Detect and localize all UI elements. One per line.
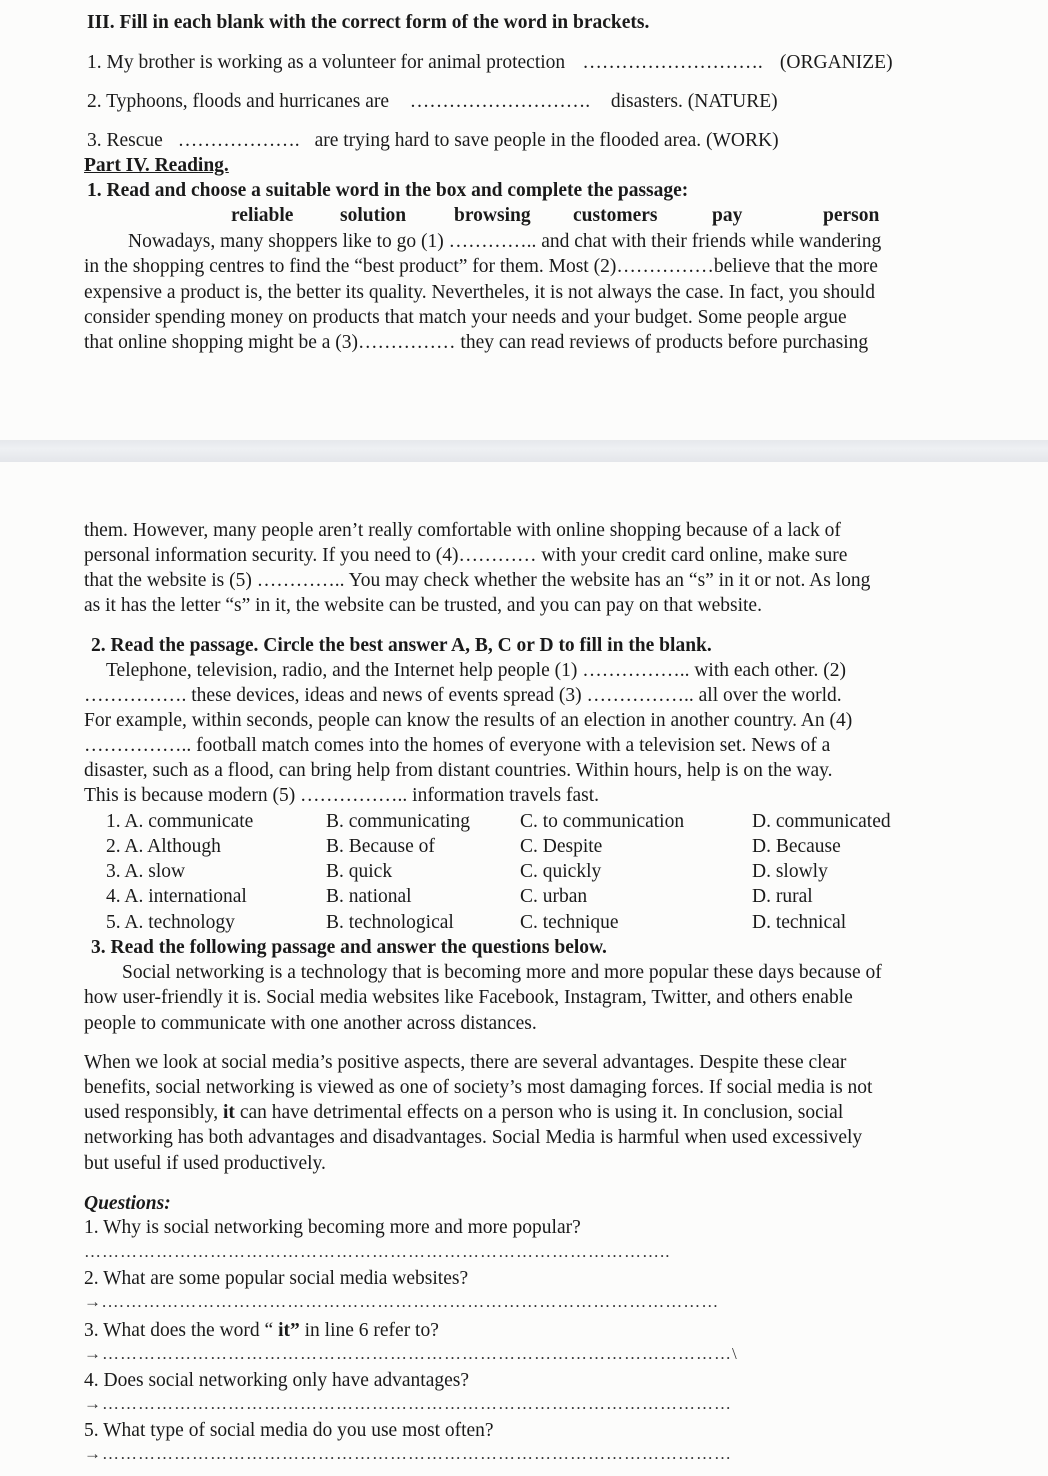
option-c[interactable]: C. quickly — [520, 861, 602, 882]
word-box-item: customers — [573, 205, 658, 226]
option-a[interactable]: 4. A. international — [106, 886, 247, 907]
passage3-line: When we look at social media’s positive aspects, there are several advantages. Despite these clear — [84, 1052, 847, 1073]
section1-heading: 1. Read and choose a suitable word in the box and complete the passage: — [87, 180, 689, 201]
option-b[interactable]: B. technological — [326, 912, 454, 933]
passage2-line: For example, within seconds, people can know the results of an election in another country. An (4) — [84, 710, 853, 731]
option-c[interactable]: C. to communication — [520, 811, 685, 832]
option-a[interactable]: 1. A. communicate — [106, 811, 254, 832]
passage1-line: that online shopping might be a (3)…………… they can read reviews of products before purchasing — [84, 332, 869, 353]
arrow-icon: → — [84, 1394, 102, 1413]
passage1-line: them. However, many people aren’t really comfortable with online shopping because of a lack of — [84, 520, 841, 541]
question-5: 5. What type of social media do you use most often? — [84, 1420, 494, 1441]
passage2-line: …………….. football match comes into the homes of everyone with a television set. News of a — [84, 735, 831, 756]
answer-dots: ……………………………………………………………………………………………\ — [102, 1344, 738, 1363]
passage1-line: consider spending money on products that match your needs and your budget. Some people argue — [84, 307, 847, 328]
answer-line-5[interactable] — [84, 1444, 829, 1464]
passage3-line — [84, 1101, 843, 1125]
answer-blank[interactable]: ………………………. — [582, 52, 763, 73]
word-box-item: person — [823, 205, 880, 226]
page-sheet-top — [0, 0, 1048, 440]
question-3 — [84, 1319, 439, 1343]
answer-line-2[interactable] — [84, 1292, 844, 1312]
item-hint: are trying hard to save people in the flooded area. (WORK) — [314, 130, 779, 151]
part3-item-2 — [87, 90, 778, 114]
passage3-line: benefits, social networking is viewed as one of society’s most damaging forces. If social media is not — [84, 1077, 873, 1098]
passage2-line: This is because modern (5) …………….. information travels fast. — [84, 785, 600, 806]
option-b[interactable]: B. quick — [326, 861, 393, 882]
question-2: 2. What are some popular social media websites? — [84, 1268, 469, 1289]
passage1-line: Nowadays, many shoppers like to go (1) ………….. and chat with their friends while wandering — [128, 231, 882, 252]
line-text: used responsibly, — [84, 1102, 219, 1123]
option-b[interactable]: B. Because of — [326, 836, 435, 857]
word-box-item: browsing — [454, 205, 531, 226]
option-b[interactable]: B. national — [326, 886, 412, 907]
item-hint: disasters. (NATURE) — [610, 91, 778, 112]
question-4: 4. Does social networking only have advantages? — [84, 1370, 470, 1391]
option-c[interactable]: C. urban — [520, 886, 588, 907]
answer-dots: ………………………………………………………………………………………… — [107, 1292, 720, 1311]
item-hint: (ORGANIZE) — [779, 52, 893, 73]
page-sheet-bottom — [0, 462, 1048, 1476]
arrow-icon: → — [84, 1444, 102, 1463]
word-box-item: pay — [712, 205, 743, 226]
passage1-line: as it has the letter “s” in it, the website can be trusted, and you can pay on that website. — [84, 595, 762, 616]
option-d[interactable]: D. communicated — [752, 811, 891, 832]
passage2-line: Telephone, television, radio, and the Internet help people (1) …………….. with each other. (2) — [106, 660, 846, 681]
arrow-icon: → — [84, 1344, 102, 1363]
questions-label: Questions: — [84, 1193, 171, 1214]
passage1-line: personal information security. If you need to (4)………… with your credit card online, make sure — [84, 545, 848, 566]
option-b[interactable]: B. communicating — [326, 811, 471, 832]
item-text: 1. My brother is working as a volunteer for animal protection — [87, 52, 566, 73]
line-text: in line 6 refer to? — [299, 1320, 439, 1341]
question-1: 1. Why is social networking becoming more and more popular? — [84, 1217, 581, 1238]
answer-line-1[interactable] — [84, 1242, 808, 1262]
passage3-line: but useful if used productively. — [84, 1153, 326, 1174]
option-d[interactable]: D. Because — [752, 836, 841, 857]
passage2-line: ……………. these devices, ideas and news of events spread (3) …………….. all over the world. — [84, 685, 842, 706]
answer-line-3[interactable] — [84, 1344, 859, 1364]
option-d[interactable]: D. slowly — [752, 861, 828, 882]
part3-heading: III. Fill in each blank with the correct form of the word in brackets. — [87, 12, 650, 33]
highlighted-word: it — [223, 1102, 235, 1123]
passage3-line: how user-friendly it is. Social media websites like Facebook, Instagram, Twitter, and others enable — [84, 987, 853, 1008]
passage3-line: networking has both advantages and disadvantages. Social Media is harmful when used excessively — [84, 1127, 863, 1148]
option-a[interactable]: 5. A. technology — [106, 912, 235, 933]
answer-dots: …………………………………………………………………………………………… — [102, 1394, 732, 1413]
option-d[interactable]: D. technical — [752, 912, 847, 933]
line-text: 3. What does the word “ — [84, 1320, 274, 1341]
answer-dots: …………………………………………………………………………………………… — [102, 1444, 732, 1463]
section3-heading: 3. Read the following passage and answer the questions below. — [91, 937, 607, 958]
part4-heading: Part IV. Reading. — [84, 155, 229, 176]
passage3-line: people to communicate with one another across distances. — [84, 1013, 537, 1034]
item-text: 3. Rescue — [87, 130, 163, 151]
item-text: 2. Typhoons, floods and hurricanes are — [87, 91, 390, 112]
passage3-line: Social networking is a technology that is becoming more and more popular these days because of — [122, 962, 882, 983]
highlighted-word: it” — [273, 1320, 300, 1341]
passage1-line: expensive a product is, the better its quality. Nevertheles, it is not always the case. In fact, you should — [84, 282, 875, 303]
option-c[interactable]: C. technique — [520, 912, 619, 933]
word-box-item: solution — [340, 205, 407, 226]
answer-dots: …………………………………………………………………………………….. — [84, 1242, 671, 1261]
line-text: can have detrimental effects on a person who is using it. In conclusion, social — [239, 1102, 844, 1123]
passage1-line: in the shopping centres to find the “best product” for them. Most (2)……………believe that the more — [84, 256, 878, 277]
part3-item-3 — [87, 129, 779, 153]
answer-line-4[interactable] — [84, 1394, 844, 1414]
answer-blank[interactable]: ………………………. — [409, 91, 591, 112]
passage1-line: that the website is (5) ………….. You may check whether the website has an “s” in it or not. As long — [84, 570, 871, 591]
answer-blank[interactable]: ………………. — [177, 130, 300, 151]
option-a[interactable]: 2. A. Although — [106, 836, 221, 857]
arrow-icon: →. — [84, 1292, 108, 1311]
part3-item-1 — [87, 51, 962, 75]
option-a[interactable]: 3. A. slow — [106, 861, 186, 882]
passage2-line: disaster, such as a flood, can bring help from distant countries. Within hours, help is on the way. — [84, 760, 833, 781]
option-c[interactable]: C. Despite — [520, 836, 603, 857]
word-box-item: reliable — [231, 205, 294, 226]
section2-heading: 2. Read the passage. Circle the best answer A, B, C or D to fill in the blank. — [91, 635, 712, 656]
option-d[interactable]: D. rural — [752, 886, 813, 907]
page-break — [0, 440, 1048, 462]
